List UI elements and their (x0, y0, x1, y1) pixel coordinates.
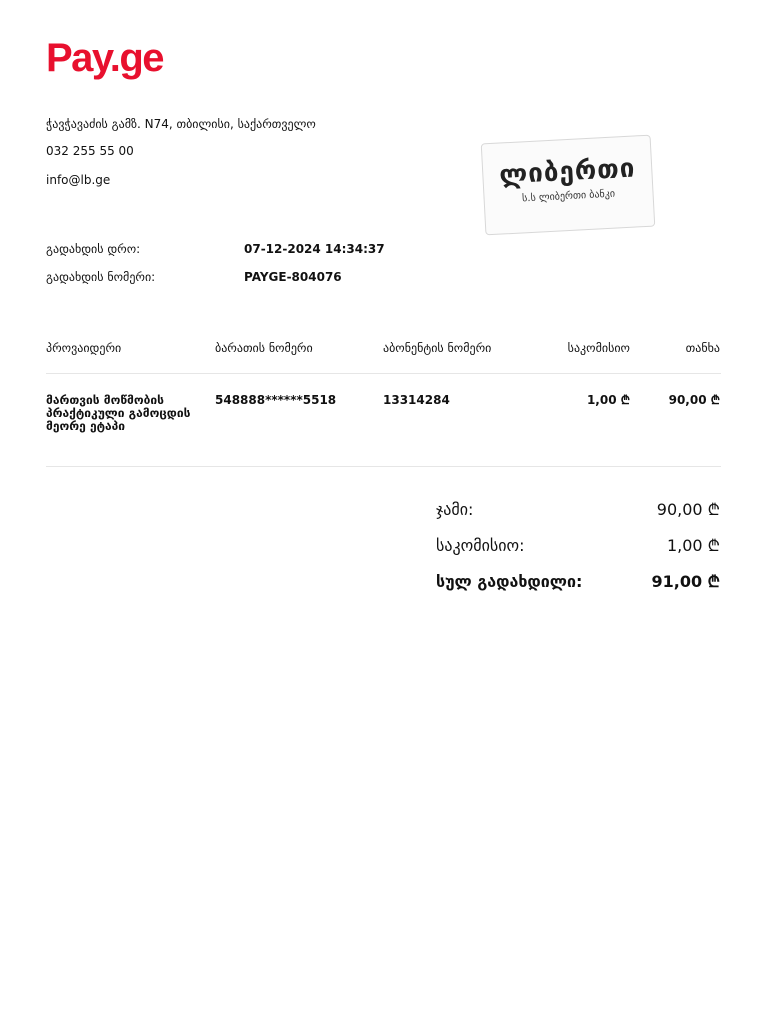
table-header-subscriber-number: აბონენტის ნომერი (383, 341, 492, 355)
bank-stamp (481, 135, 656, 236)
table-header-amount: თანხა (685, 341, 720, 355)
company-address: ჭავჭავაძის გამზ. N74, თბილისი, საქართველო (46, 117, 316, 131)
subtotal-value: 90,00 ₾ (656, 500, 720, 519)
table-divider-bottom (46, 466, 721, 467)
table-header-commission: საკომისიო (567, 341, 630, 355)
table-divider-top (46, 373, 721, 374)
payge-logo: Pay.ge (46, 36, 163, 80)
table-header-card-number: ბარათის ნომერი (215, 341, 313, 355)
table-cell-subscriber-number: 13314284 (383, 393, 450, 407)
table-cell-commission: 1,00 ₾ (586, 393, 630, 407)
payment-number-label: გადახდის ნომერი: (46, 270, 156, 284)
table-header-provider: პროვაიდერი (46, 341, 122, 355)
table-cell-card-number: 548888******5518 (215, 393, 337, 407)
total-value: 91,00 ₾ (651, 572, 720, 591)
commission-value: 1,00 ₾ (666, 536, 720, 555)
subtotal-label: ჯამი: (436, 500, 474, 519)
total-label: სულ გადახდილი: (436, 572, 583, 591)
payment-time-label: გადახდის დრო: (46, 242, 141, 256)
company-email: info@lb.ge (46, 173, 111, 187)
commission-label: საკომისიო: (436, 536, 525, 555)
payment-time-value: 07-12-2024 14:34:37 (244, 242, 385, 256)
payment-number-value: PAYGE-804076 (244, 270, 342, 284)
company-phone: 032 255 55 00 (46, 144, 134, 158)
table-cell-provider: მართვის მოწმობის პრაქტიკული გამოცდის მეორე ეტაპი (46, 393, 191, 433)
bank-stamp-subtitle: ს.ს ლიბერთი ბანკი (521, 188, 616, 205)
bank-stamp-name: ლიბერთი (498, 153, 637, 191)
table-cell-amount: 90,00 ₾ (668, 393, 720, 407)
